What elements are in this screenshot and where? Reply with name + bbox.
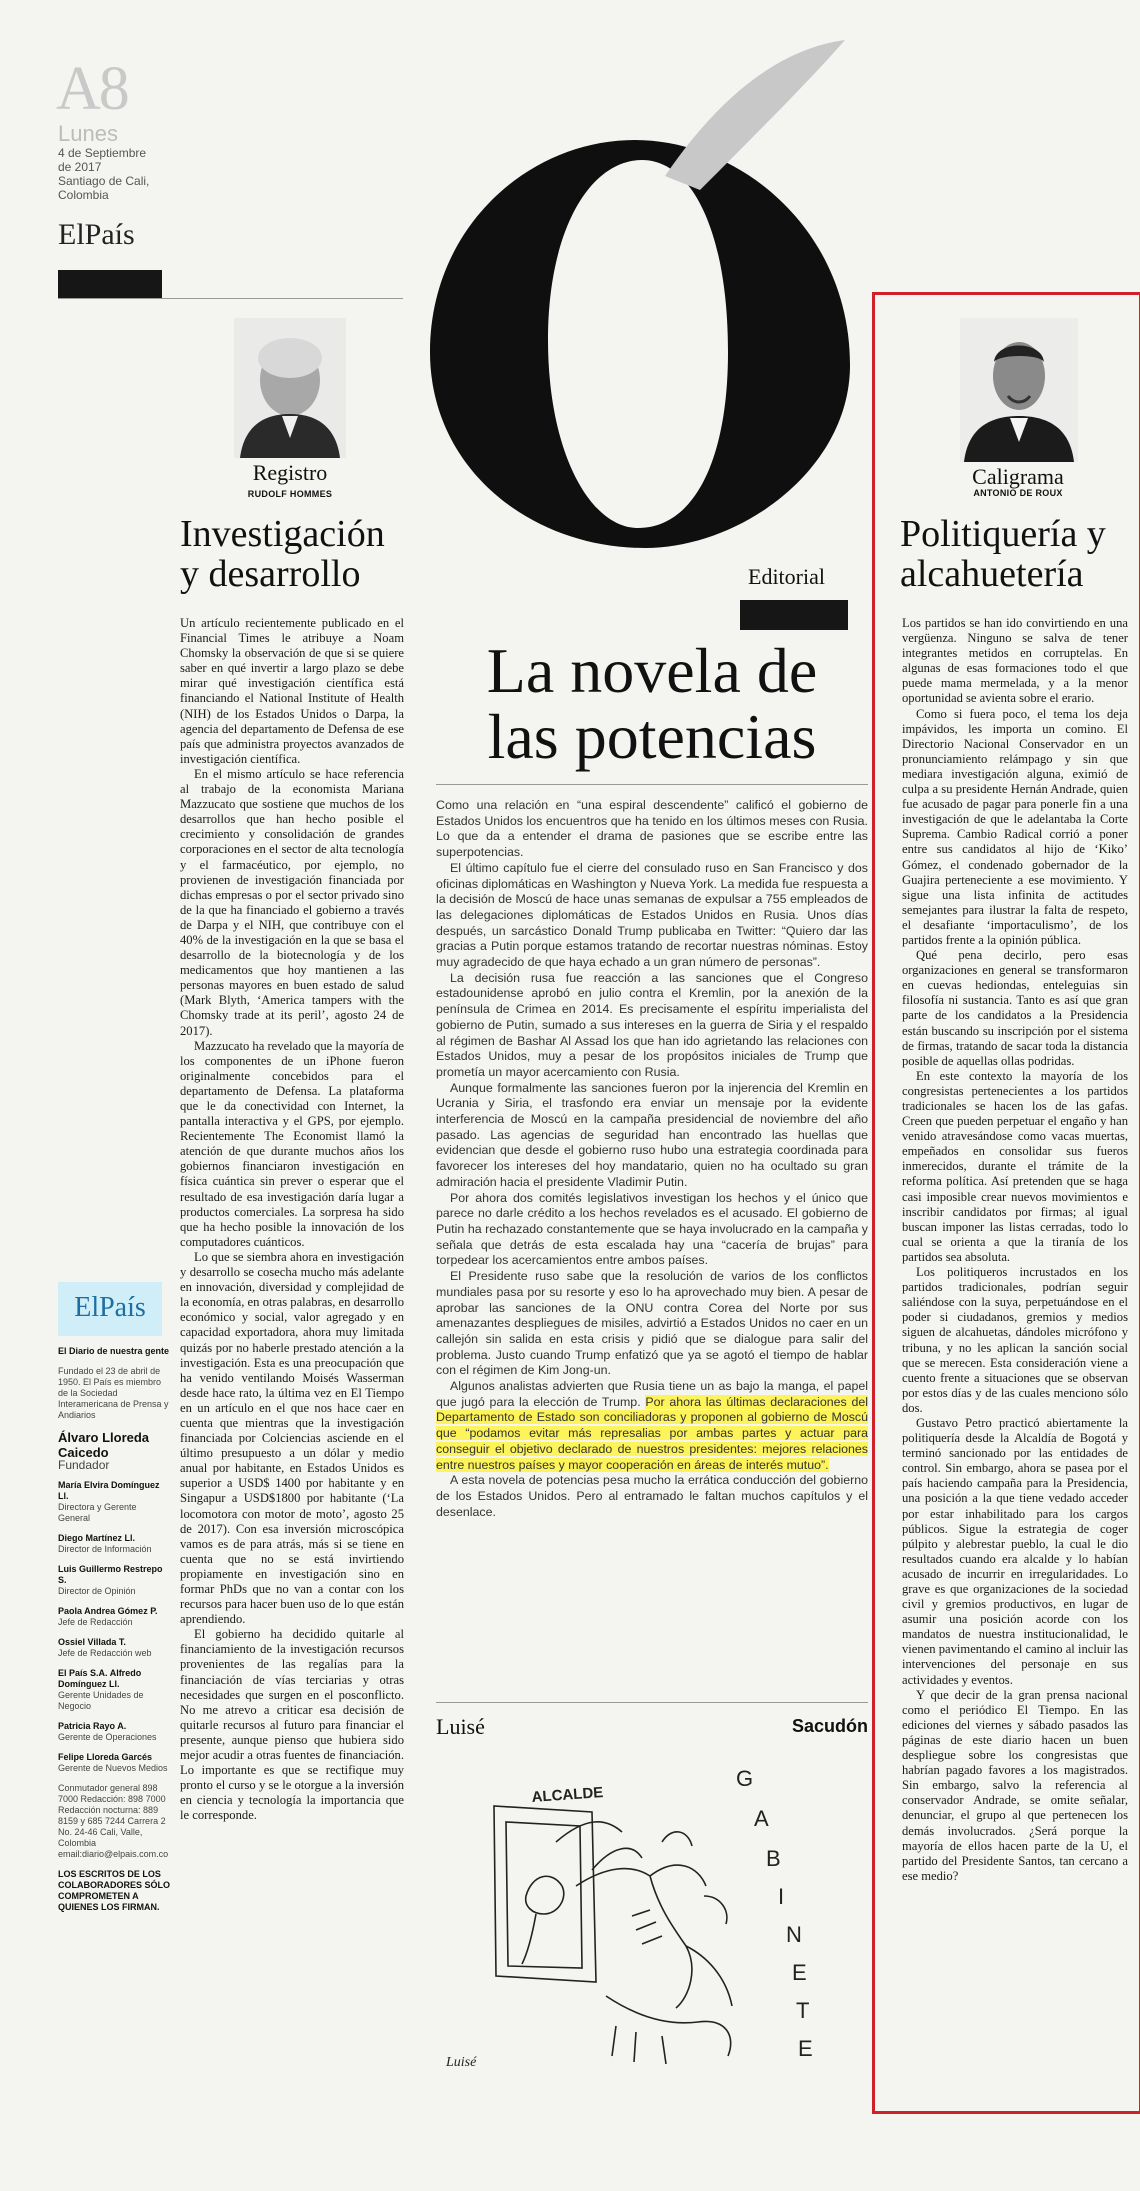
headline-politiqueria <box>900 514 1140 594</box>
paragraph: Y que decir de la gran prensa nacional como el periódico El Tiempo. En las ediciones del viernes y sábado pasados las páginas de este diario hacen un buen despliegue sobre los congresistas que habrían pagado favores a los magistrados. Sin embargo, salvo la referencia al conservador Andrade, se omite señalar, denunciar, el grupo al que pertenecen los demás involucrados. ¿Será porque la mayoría de ellos hacen parte de la U, el partido del Presidente Santos, tan cercano a ese medio? <box>902 1687 1128 1883</box>
dateline <box>58 122 168 202</box>
cartoon-signature: Luisé <box>446 2055 477 2070</box>
dateline-date: 4 de Septiembre <box>58 146 147 160</box>
cartoon-letter-a: A <box>754 1806 769 1831</box>
paragraph: Los partidos se han ido convirtiendo en una vergüenza. Ninguno se salva de tener integrantes metidos en corruptelas. En algunas de esas formaciones todo el que puede mama mermelada, y a la menor oportunidad se avienta sobre el erario. <box>902 616 1128 706</box>
highlighted-quote: Por ahora las últimas declaraciones del Departamento de Estado son conciliadoras y proponen al gobierno de Moscú que “podamos evitar más represalias por ambas partes y actuar para conseguir el objetivo declarado de nuestros presidentes: mejores relaciones entre nuestros países y mayor cooperación en áreas de interés mutuo”. <box>436 1394 868 1472</box>
opinion-letter-o-icon <box>410 0 880 560</box>
founder-name: Álvaro Lloreda Caicedo <box>58 1430 150 1460</box>
article-body-politiqueria <box>902 616 1128 1884</box>
staff-entry: Ossiel Villada T. Jefe de Redacción web <box>58 1637 152 1658</box>
paragraph: Por ahora dos comités legislativos investigan los hechos y el único que parece no darle crédito a los hechos revelados es el acusado. El gobierno de Putin ha rechazado constantemente que se haya involucrado en la campaña y señala que detrás de esta escalada hay una “cacería de brujas” para torpedear los acercamientos entre ambos países. <box>436 1190 868 1268</box>
paragraph: El Presidente ruso sabe que la resolución de varios de los conflictos mundiales pasa por su resorte y eso lo ha aprovechado muy bien. A pesar de aprobar las sanciones de la ONU contra Corea del Norte por sus amenazantes despliegues de misiles, advirtió a Estados Unidos no caer en un callejón sin salida en esta crisis y pidió que se dialogue para salir del problema. Justo cuando Trump enfatizó que ya se agotó el tiempo de hablar con el régimen de Kim Jong-un. <box>436 1269 868 1378</box>
paragraph: Lo que se siembra ahora en investigación y desarrollo se cosecha mucho más adelante en innovación, diversidad y complejidad de la economía, en otras palabras, en desarrollo económico y social, valor agregado y en capacidad exportadora, ahora muy limitada quizás por no haberle prestado atención a la investigación. Esta es una preocupación que ha venido ventilando Moisés Wasserman desde hace rato, la última vez en El Tiempo en un artículo en el que nos hace caer en cuenta que mientras que la investigación financiada por Colciencias asciende en el último presupuesto a un dólar y medio anual por habitante, en Estados Unidos es superior a USD$ 1400 por habitante y en Singapur a USD$1800 por habitante (‘La locomotora con motor de moto’, agosto 25 de 2017). Con esa inversión microscópica vamos es de para atrás, más si se tiene en cuenta que no se está invirtiendo propiamente en investigación sino en formar PhDs que no van a contar con los recursos para hacer buen uso de lo que están aprendiendo. <box>180 1249 404 1627</box>
opinion-letter-o <box>410 0 880 560</box>
dateline-city: Santiago de Cali, <box>58 174 150 188</box>
paragraph <box>436 1379 868 1473</box>
author-portrait-icon <box>960 318 1078 462</box>
paragraph: Gustavo Petro practicó abiertamente la politiquería desde la Alcaldía de Bogotá y terminó sancionado por las entidades de control. Sin embargo, ahora se pasea por el país haciendo campaña para la Presidencia, una posición a la que tiene vedado acceder por estar inhabilitado para los cargos públicos. Sigue la estrategia de coger púlpito y alebrestar pueblo, la cual le dio resultados cuando era alcalde y lo habían acusado de incurrir en irregularidades. Lo grave es que organizaciones de la sociedad civil y gremios productivos, en lugar de asumir una posición acorde con los mandatos de nuestra institucionalidad, le vienen pavimentando el camino al incluir las intervenciones del personaje en sus actividades y eventos. <box>902 1415 1128 1687</box>
section-caligrama: Caligrama <box>972 464 1064 489</box>
headline-line: y desarrollo <box>180 553 361 595</box>
section-registro: Registro <box>252 460 328 485</box>
paragraph: En el mismo artículo se hace referencia al trabajo de la economista Mariana Mazzucato que sostiene que muchos de los desarrollos que han hecho posible el crecimiento y consolidación de grandes corporaciones en el sector de alta tecnología y el farmacéutico, por ejemplo, no provienen de investigación financiada por dichas empresas o por el sector privado sino de la que ha financiado el gobierno a través de Darpa y el NIH, que contribuye con el 40% de la investigación en la que se basa el desarrollo de la biotecnología y de los medicamentos que hoy mantienen a las personas mayores en buen estado de salud (Mark Blyth, ‘America tampers with the Chomsky trade at its peril’, agosto 24 de 2017). <box>180 766 404 1038</box>
paragraph: El último capítulo fue el cierre del consulado ruso en San Francisco y dos oficinas diplomáticas en Washington y Nueva York. La medida fue respuesta a la decisión de Moscú de hace unas semanas de expulsar a 755 empleados de las delegaciones diplomáticas de Estados Unidos en Rusia. Unos días después, un sarcástico Donald Trump publicaba en Twitter: “Quiero dar las gracias a Putin porque estamos tratando de recortar nuestras nóminas. Estoy muy agradecido de que haya echado a un gran número de personas”. <box>436 860 868 970</box>
paragraph: Como una relación en “una espiral descendente” calificó el gobierno de Estados Unidos los encuentros que ha tenido en los últimos meses con Rusia. Lo que da a entender el drama de pasiones que se escribe entre las superpotencias. <box>436 798 868 860</box>
masthead-logo: ElPaís <box>58 1282 162 1336</box>
paragraph-text: Algunos analistas advierten que Rusia tiene un as bajo la manga, el papel que jugó para la elección de Trump. <box>436 1379 868 1409</box>
author-photo-de-roux <box>960 318 1078 462</box>
staff-entry: Luis Guillermo Restrepo S. Director de Opinión <box>58 1564 163 1596</box>
paragraph: A esta novela de potencias pesa mucho la errática conducción del gobierno de los Estados Unidos. Pero al entramado le faltan muchos capítulos y el desenlace. <box>436 1473 868 1519</box>
headline-investigacion <box>180 514 420 594</box>
paragraph: La decisión rusa fue reacción a las sanciones que el Congreso estadounidense aprobó en julio contra el Kremlin, por la anexión de la península de Crimea en 2014. Es precisamente el espíritu imperialista del gobierno de Putin, sumado a sus intereses en la guerra de Siria y el respaldo al régimen de Bashar Al Assad los que han ido agrietando las relaciones con Estados Unidos, muy a pesar de los propósitos iniciales de Trump que prometía un mayor acercamiento con Rusia. <box>436 970 868 1079</box>
staff-entry: María Elvira Domínguez Ll. Directora y Gerente General <box>58 1480 160 1523</box>
editorial-body <box>436 798 868 1520</box>
author-de-roux: ANTONIO DE ROUX <box>973 488 1063 498</box>
header-black-bar <box>58 270 162 298</box>
cartoon-label-alcalde: ALCALDE <box>531 1784 604 1806</box>
staff-entry: Diego Martínez Ll. Director de Información <box>58 1533 152 1554</box>
paragraph: Un artículo recientemente publicado en el Financial Times le atribuye a Noam Chomsky la observación de que si se quiere saber en qué invertir a largo plazo se debe mirar qué investigación científica está financiando el National Institute of Health (NIH) de los Estados Unidos o Darpa, la agencia del departamento de Defensa de ese país que administra proyectos avanzados de investigación científica. <box>180 616 404 766</box>
headline-line: La novela de <box>486 635 818 706</box>
headline-line: las potencias <box>487 701 817 772</box>
author-photo-hommes <box>234 318 346 458</box>
cartoon-letter-n: N <box>786 1922 802 1947</box>
headline-line: Politiquería y <box>900 513 1106 555</box>
editorial-rule <box>436 784 868 785</box>
header-rule <box>58 298 403 299</box>
cartoonist-name: Luisé <box>436 1714 485 1739</box>
cartoon-rule <box>436 1702 868 1703</box>
paragraph: Aunque formalmente las sanciones fueron por la injerencia del Kremlin en Ucrania y Siria, el trasfondo era enviar un mensaje por la evidente interferencia de Moscú en la campaña presidencial de noviembre del año pasado. Las agencias de seguridad han encontrado las huellas que evidencian que desde el gobierno ruso hubo una estrategia coordinada para favorecer los intereses del hoy mandatario, quien no ha ocultado su gran admiración hacia el presidente Vladimir Putin. <box>436 1080 868 1189</box>
cartoon-letter-i: I <box>778 1884 785 1909</box>
editorial-black-bar <box>740 600 848 630</box>
dateline-year: de 2017 <box>58 160 102 174</box>
paragraph: Qué pena decirlo, pero esas organizaciones en general se transformaron en cuevas hediondas, enteleguias sin filosofía ni sustancia. Tanto es así que gran parte de los candidatos a la Presidencia están buscando su inscripción por el sistema de firmas, tratando de sacar toda la distancia posible de aquellas ollas podridas. <box>902 948 1128 1068</box>
cartoon-letter-b: B <box>766 1846 781 1871</box>
cartoon-letter-e2: E <box>798 2036 813 2061</box>
paragraph: Los politiqueros incrustados en los partidos tradicionales, podrían seguir saliéndose con la suya, perpetuándose en el poder si ciudadanos, gremios y medios siguen de alcahuetas, dándoles micrófono y tribuna, y no les aplican la sanción social que se merecen. Esta consideración viene a cuento frente a situaciones que se observan por estos días y de las cuales menciono sólo dos. <box>902 1265 1128 1415</box>
founder-title: Fundador <box>58 1458 110 1472</box>
newspaper-logo: ElPaís <box>58 218 135 251</box>
headline-line: alcahuetería <box>900 553 1084 595</box>
editorial-kicker: Editorial <box>748 564 825 589</box>
cartoon-illustration-icon <box>436 1746 868 2076</box>
author-hommes: RUDOLF HOMMES <box>247 489 333 499</box>
article-body-investigacion <box>180 616 404 1824</box>
paragraph: Mazzucato ha revelado que la mayoría de los componentes de un iPhone fueron originalmente concebidos para el departamento de Defensa. La plataforma que le da conectividad con Internet, la pantalla interactiva y el GPS, por ejemplo. Recientemente The Economist llamó la atención de que durante muchos años los gobiernos financiaron investigación en física cuántica sin prever o esperar que el resultado de esa investigación daría lugar a productos comerciales. La sorpresa ha sido que ha hecho posible la innovación de los computadores cuánticos. <box>180 1038 404 1249</box>
staff-entry: Patricia Rayo A. Gerente de Operaciones <box>58 1721 157 1742</box>
staff-entry: El País S.A. Alfredo Domínguez Ll. Gerente Unidades de Negocio <box>58 1668 144 1711</box>
paragraph: Como si fuera poco, el tema los deja impávidos, les importa un comino. El Directorio Nacional Conservador en un pronunciamiento relámpago y sin que mediara investigación alguna, eximió de culpa a su presidente Hernán Andrade, quien fue acusado de pagar para ponerle fin a una investigación de que le adelantaba la Corte Suprema. Cambio Radical corrió a poner entre sus candidatos al hijo de ‘Kiko’ Gómez, el condenado gobernador de la Guajira perteneciente a ese movimiento. Y sigue una lista infinita de actitudes semejantes para ilustrar la falta de respeto, el desafiante ‘importaculismo’, de los partidos frente a la opinión pública. <box>902 706 1128 947</box>
dateline-country: Colombia <box>58 188 109 202</box>
cartoon-letter-e: E <box>792 1960 807 1985</box>
masthead <box>58 1346 170 1913</box>
cartoon-drawing <box>436 1746 868 2076</box>
masthead-founded: Fundado el 23 de abril de 1950. El País es miembro de la Sociedad Interamericana de Prensa y Andiarios <box>58 1366 169 1420</box>
paragraph: En este contexto la mayoría de los congresistas pertenecientes a los partidos tradicionales se hacen los de las gafas. Creen que pueden perpetuar el engaño y han venido atravesándose como vacas muertas, empeñados en consolidar sus fueros inmerecidos, durante el trámite de la reforma política. Así pretenden que se haga casi imposible crear nuevos movimientos e inscribir candidatos por firmas; al igual buscan imponer las listas cerradas, todo lo cual se orienta a que la tiranía de los partidos sea absoluta. <box>902 1068 1128 1264</box>
headline-line: Investigación <box>180 513 385 555</box>
cartoon-title: Sacudón <box>791 1716 868 1736</box>
dateline-day: Lunes <box>58 121 118 146</box>
paragraph: El gobierno ha decidido quitarle al financiamiento de la investigación recursos provenientes de las regalías para la financiación de vías terciarias y otras necesidades que surgen en el posconflicto. No me atrevo a criticar esa decisión de quitarle recursos al futuro para financiar el presente, aunque pienso que hubiera sido mejor acudir a otras fuentes de financiación. Lo importante es que se rectifique muy pronto el curso y se le otorgue a la inversión en ciencia y tecnología la importancia que le corresponde. <box>180 1627 404 1823</box>
author-portrait-icon <box>234 318 346 458</box>
masthead-disclaimer: LOS ESCRITOS DE LOS COLABORADORES SÓLO COMPROMETEN A QUIENES LOS FIRMAN. <box>58 1869 171 1912</box>
staff-entry: Felipe Lloreda Garcés Gerente de Nuevos Medios <box>58 1752 168 1773</box>
cartoon-letter-g: G <box>736 1766 754 1791</box>
cartoon-letter-t: T <box>796 1998 810 2023</box>
masthead-contacts: Conmutador general 898 7000 Redacción: 898 7000 Redacción nocturna: 889 8159 y 685 7244 Carrera 2 No. 24-46 Cali, Valle, Colombia email:diario@elpais.com.co <box>58 1783 169 1859</box>
page-number: A8 <box>56 55 128 123</box>
editorial-headline <box>436 635 868 772</box>
staff-entry: Paola Andrea Gómez P. Jefe de Redacción <box>58 1606 158 1627</box>
masthead-tagline: El Diario de nuestra gente <box>58 1346 170 1356</box>
